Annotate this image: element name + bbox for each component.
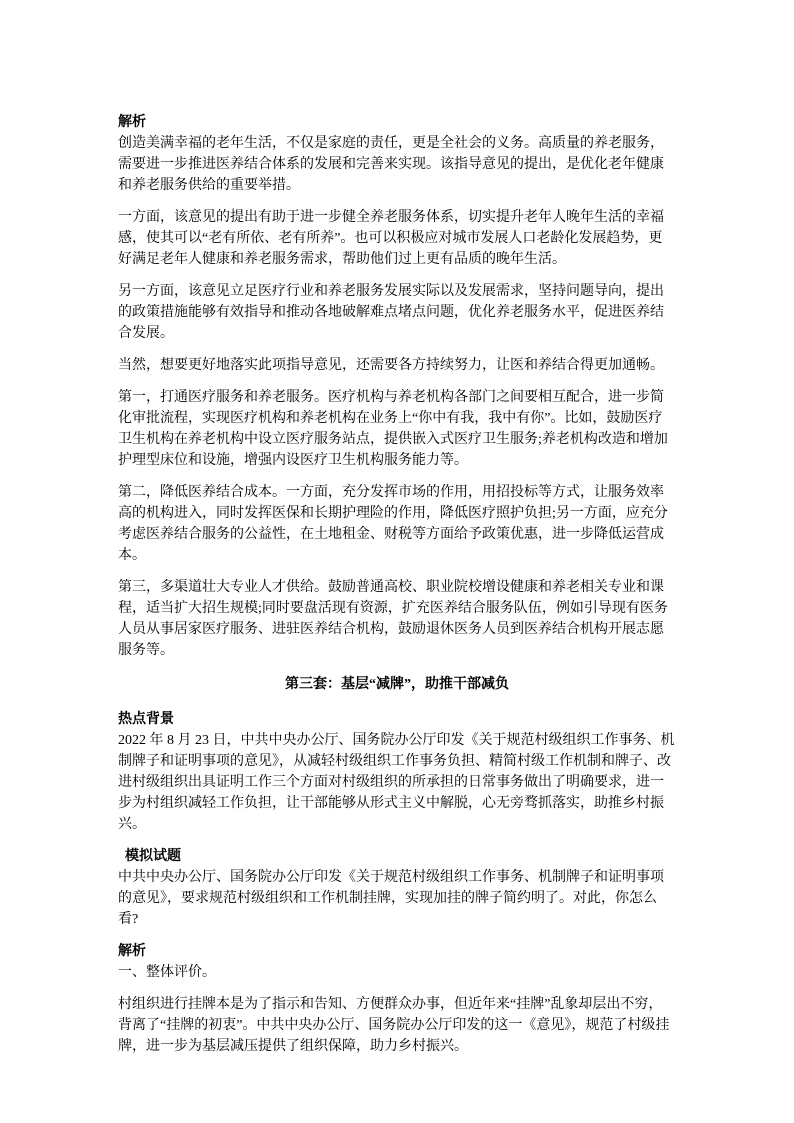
hot-background-paragraph: 2022 年 8 月 23 日，中共中央办公厅、国务院办公厅印发《关于规范村级组织工作事务、机制牌子和证明事项的意见》，从减轻村级组织工作事务负担、精简村级工作机制和牌子、改进村级组织出具证明工作三个方面对村级组织的所承担的日常事务做出了明确要求，进一步为村组织减轻工作负担，让干部能够从形式主义中解脱，心无旁骛抓落实，助推乡村振兴。 (118, 733, 675, 832)
analysis-intro-paragraph: 创造美满幸福的老年生活，不仅是家庭的责任，更是全社会的义务。高质量的养老服务，需要进一步推进医养结合体系的发展和完善来实现。该指导意见的提出，是优化老年健康和养老服务供给的重要举措。 (118, 136, 664, 193)
point-three-paragraph: 第三，多渠道壮大专业人才供给。鼓励普通高校、职业院校增设健康和养老相关专业和课程，适当扩大招生规模;同时要盘活现有资源，扩充医养结合服务队伍，例如引导现有医务人员从事居家医疗服务、进驻医养结合机构，鼓励退休医务人员到医养结合机构开展志愿服务等。 (118, 580, 668, 658)
point-one-paragraph: 第一，打通医疗服务和养老服务。医疗机构与养老机构各部门之间要相互配合，进一步简化审批流程，实现医疗机构和养老机构在业务上“你中有我，我中有你”。比如，鼓励医疗卫生机构在养老机构中设立医疗服务站点，提供嵌入式医疗卫生服务;养老机构改造和增加护理型床位和设施，增强内设医疗卫生机构服务能力等。 (118, 390, 668, 468)
mock-question-heading: 模拟试题 (125, 849, 181, 864)
analysis-heading: 解析 (118, 115, 146, 130)
one-aspect-paragraph: 一方面，该意见的提出有助于进一步健全养老服务体系，切实提升老年人晚年生活的幸福感，使其可以“老有所依、老有所养”。也可以积极应对城市发展人口老龄化发展趋势，更好满足老年人健康和养老服务需求，帮助他们过上更有品质的晚年生活。 (118, 210, 664, 267)
point-two-paragraph: 第二，降低医养结合成本。一方面，充分发挥市场的作用，用招投标等方式，让服务效率高的机构进入，同时发挥医保和长期护理险的作用，降低医疗照护负担;另一方面，应充分考虑医养结合服务的公益性，在土地租金、财税等方面给予政策优惠，进一步降低运营成本。 (118, 485, 668, 563)
mock-question-paragraph: 中共中央办公厅、国务院办公厅印发《关于规范村级组织工作事务、机制牌子和证明事项的意见》，要求规范村级组织和工作机制挂牌，实现加挂的牌子简约明了。对此，你怎么看? (118, 870, 664, 927)
other-aspect-paragraph: 另一方面，该意见立足医疗行业和养老服务发展实际以及发展需求，坚持问题导向，提出的政策措施能够有效指导和推动各地破解难点堵点问题，优化养老服务水平，促进医养结合发展。 (118, 284, 664, 341)
continued-effort-paragraph: 当然，想要更好地落实此项指导意见，还需要各方持续努力，让医和养结合得更加通畅。 (118, 358, 664, 373)
hot-background-heading: 热点背景 (118, 712, 174, 727)
section-title: 第三套：基层“减牌”，助推干部减负 (285, 677, 509, 692)
analysis-heading-2: 解析 (118, 944, 146, 959)
overall-evaluation-line: 一、整体评价。 (118, 965, 216, 980)
overall-evaluation-paragraph: 村组织进行挂牌本是为了指示和告知、方便群众办事，但近年来“挂牌”乱象却层出不穷，背离了“挂牌的初衷”。中共中央办公厅、国务院办公厅印发的这一《意见》，规范了村级挂牌，进一步为基层减压提供了组织保障，助力乡村振兴。 (118, 997, 670, 1054)
